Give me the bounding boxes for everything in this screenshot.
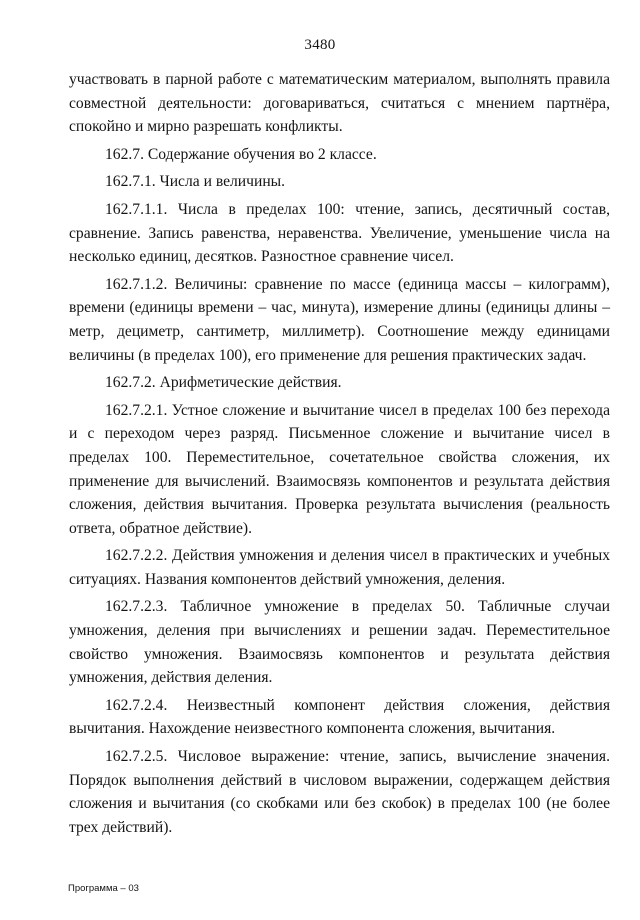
paragraph: 162.7.1.1. Числа в пределах 100: чтение, запись, десятичный состав, сравнение. Запись равенства, неравенства. Увеличение, уменьшение числа на несколько единиц, десятков. Разностное сравнение чисел. [69, 200, 610, 266]
page-number: 3480 [304, 37, 336, 53]
footer-label: Программа – 03 [68, 883, 139, 894]
paragraph: 162.7.2.2. Действия умножения и деления чисел в практических и учебных ситуациях. Названия компонентов действий умножения, деления. [69, 547, 610, 588]
paragraph: 162.7.2.3. Табличное умножение в пределах 50. Табличные случаи умножения, деления при вычислениях и решении задач. Переместительное свойство умножения. Взаимосвязь компонентов и результата действия умножения, действия деления. [69, 598, 610, 687]
paragraph: 162.7. Содержание обучения во 2 классе. [105, 145, 377, 163]
paragraph: 162.7.1.2. Величины: сравнение по массе (единица массы – килограмм), времени (единицы времени – час, минута), измерение длины (единицы длины – метр, дециметр, сантиметр, миллиметр). Соотношение между единицами величины (в пределах 100), его применение для решения практических задач. [69, 275, 610, 364]
paragraph: 162.7.2. Арифметические действия. [105, 374, 342, 392]
body-text [69, 68, 610, 843]
paragraph: 162.7.2.5. Числовое выражение: чтение, запись, вычисление значения. Порядок выполнения действий в числовом выражении, содержащем действия сложения и вычитания (со скобками или без скобок) в пределах 100 (не более трех действий). [69, 748, 610, 836]
paragraph: 162.7.1. Числа и величины. [105, 173, 286, 191]
paragraph: 162.7.2.4. Неизвестный компонент действия сложения, действия вычитания. Нахождение неизвестного компонента сложения, вычитания. [69, 696, 610, 738]
paragraph: участвовать в парной работе с математическим материалом, выполнять правила совместной деятельности: договариваться, считаться с мнением партнёра, спокойно и мирно разрешать конфликты. [69, 71, 610, 136]
paragraph: 162.7.2.1. Устное сложение и вычитание чисел в пределах 100 без перехода и с переходом через разряд. Письменное сложение и вычитание чисел в пределах 100. Переместительное, сочетательное свойства сложения, их применение для вычислений. Взаимосвязь компонентов и результата действия сложения, действия вычитания. Проверка результата вычисления (реальность ответа, обратное действие). [69, 401, 610, 537]
